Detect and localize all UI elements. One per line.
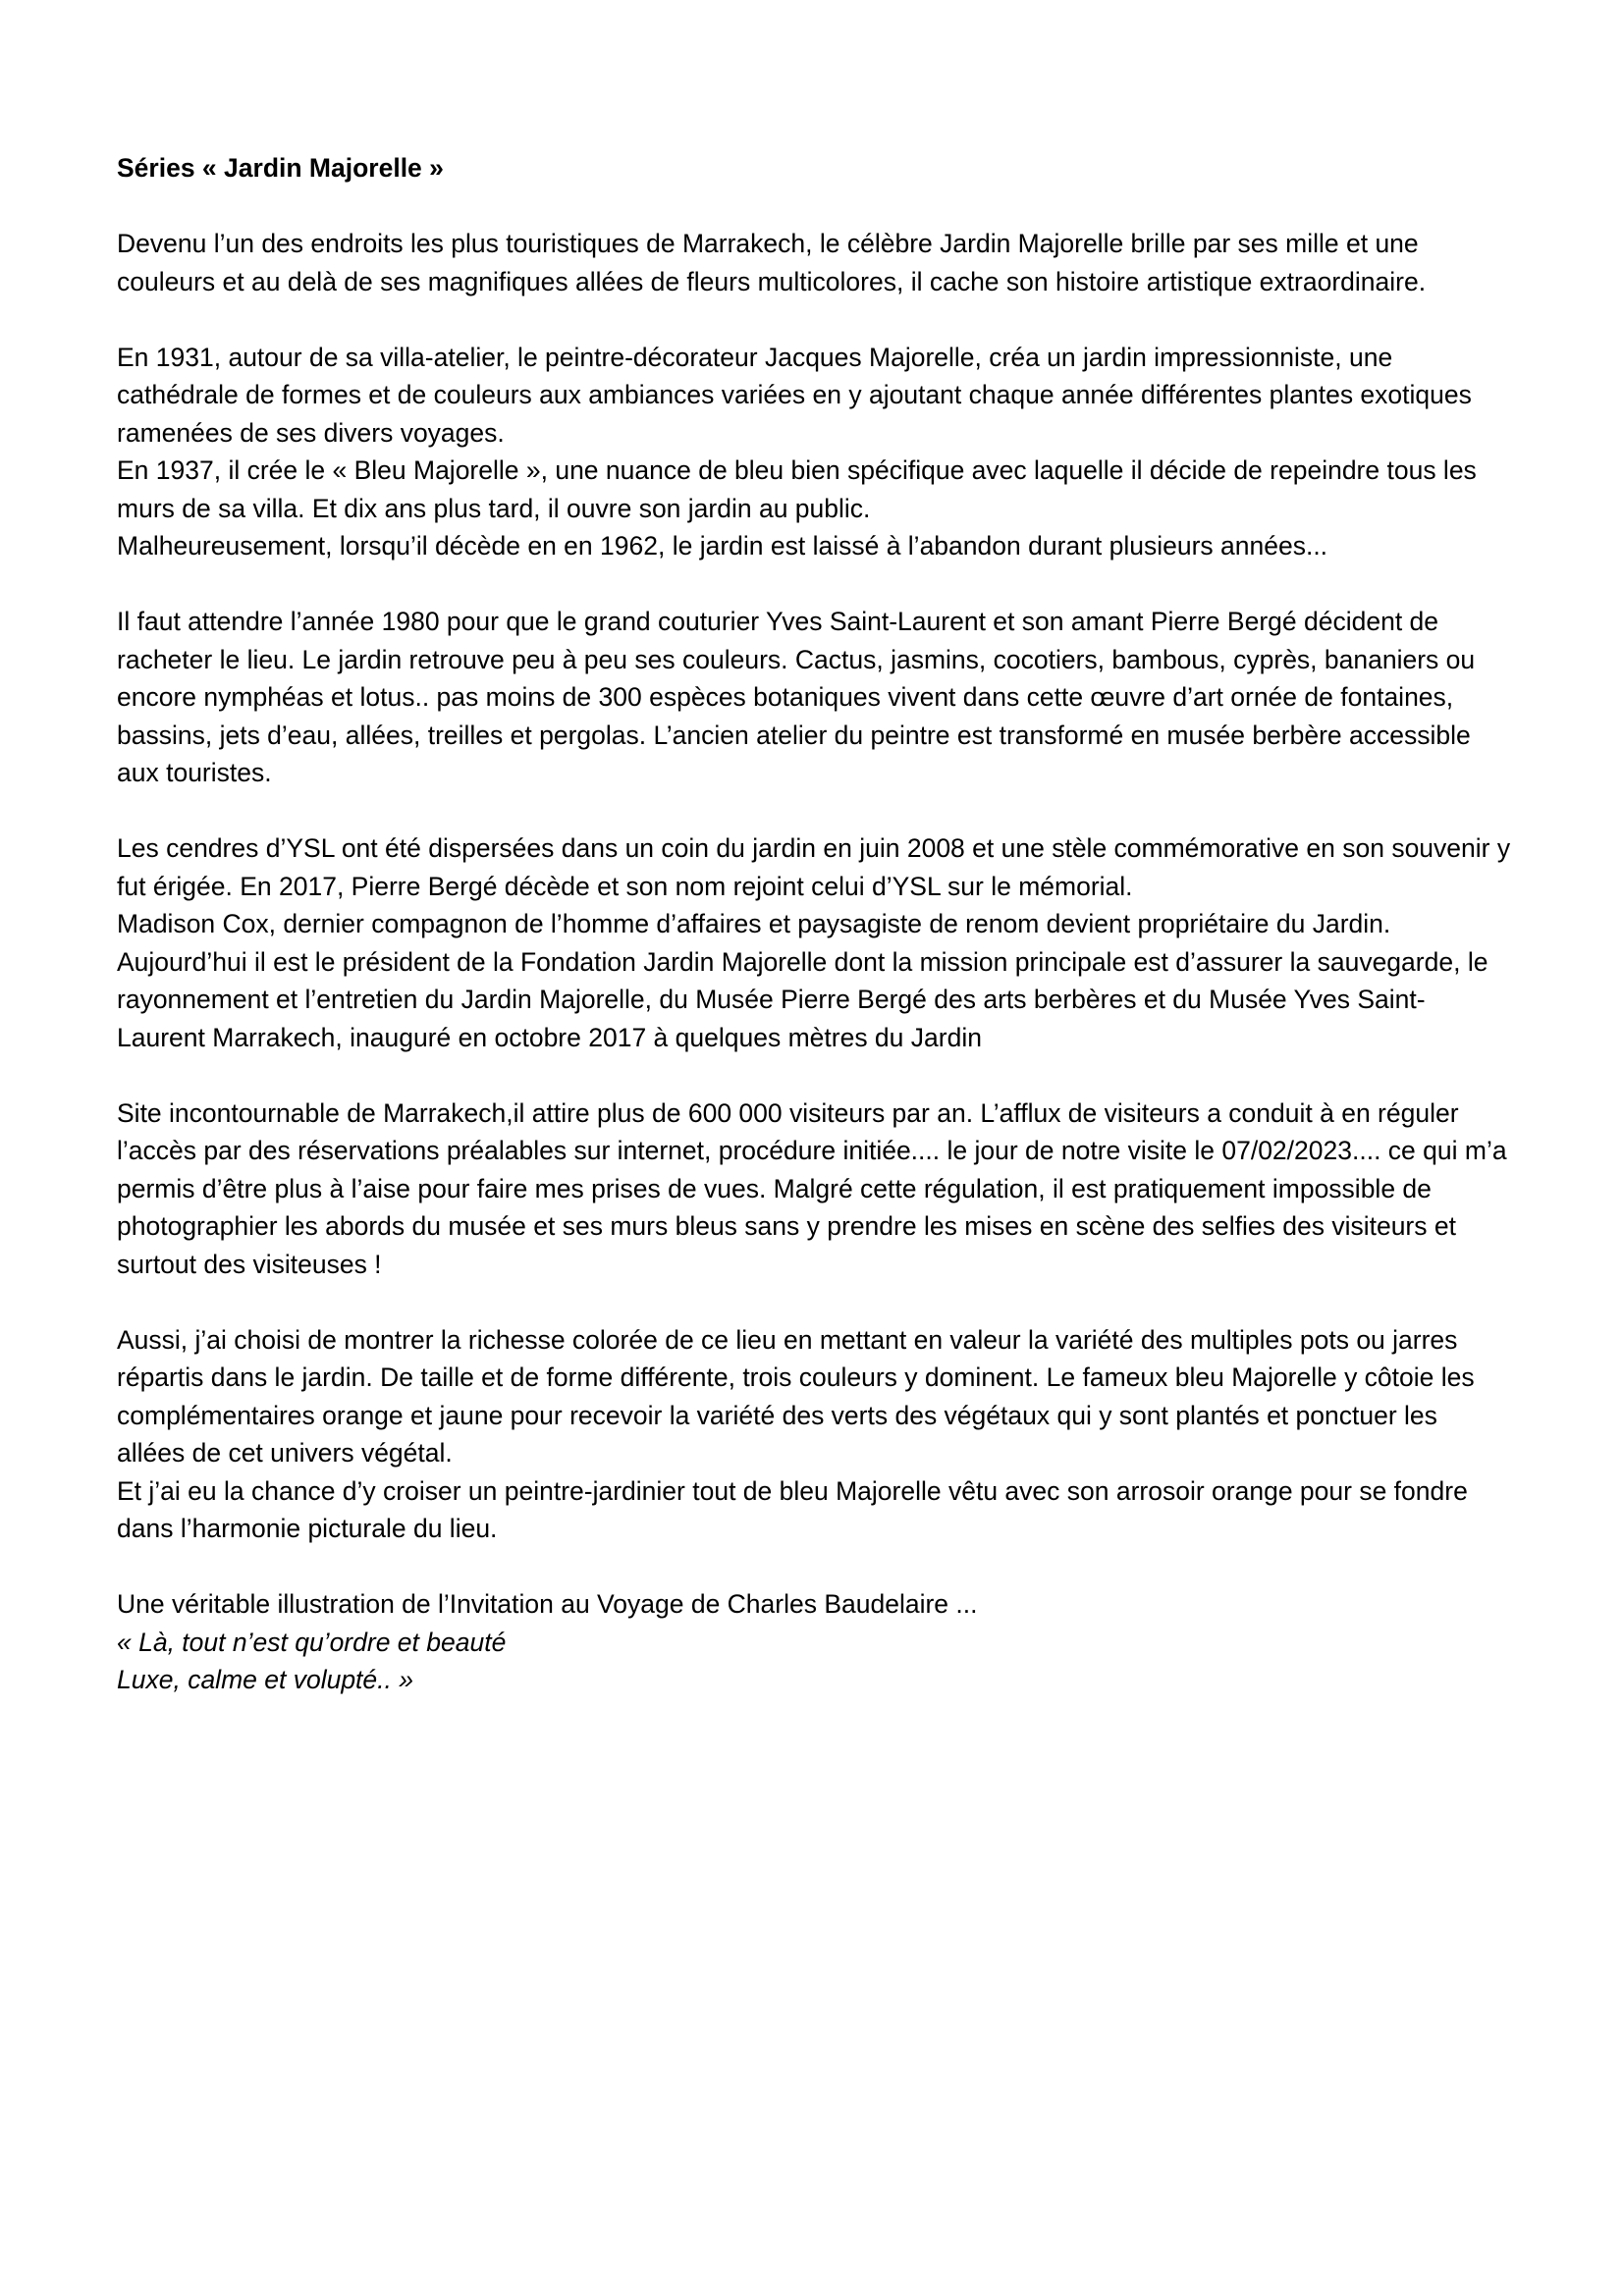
paragraph-baudelaire: Une véritable illustration de l’Invitation au Voyage de Charles Baudelaire ... — [117, 1589, 978, 1619]
document-title: Séries « Jardin Majorelle » — [117, 153, 444, 183]
paragraph-madison-cox: Madison Cox, dernier compagnon de l’homme d’affaires et paysagiste de renom devient propriétaire du Jardin. — [117, 909, 1391, 938]
paragraph-history-1931: En 1931, autour de sa villa-atelier, le peintre-décorateur Jacques Majorelle, créa un jardin impressionniste, une cathédrale de formes et de couleurs aux ambiances variées en y ajoutant chaque année différentes plantes exotiques ramenées de ses divers voyages. — [117, 342, 1472, 448]
quote-line-1: « Là, tout n’est qu’ordre et beauté — [117, 1627, 507, 1657]
paragraph-spacer — [117, 300, 1511, 339]
quote-line-2: Luxe, calme et volupté.. » — [117, 1665, 413, 1694]
paragraph-ysl-1980: Il faut attendre l’année 1980 pour que le grand couturier Yves Saint-Laurent et son amant Pierre Bergé décident de racheter le lieu. Le jardin retrouve peu à peu ses couleurs. Cactus, jasmins, cocotiers, bambous, cyprès, bananiers ou encore nymphéas et lotus.. pas moins de 300 espèces botaniques vivent dans cette œuvre d’art ornée de fontaines, bassins, jets d’eau, allées, treilles et pergolas. L’ancien atelier du peintre est transformé en musée berbère accessible aux touristes. — [117, 607, 1476, 787]
paragraph-spacer — [117, 1548, 1511, 1586]
paragraph-spacer — [117, 1283, 1511, 1321]
paragraph-spacer — [117, 792, 1511, 830]
paragraph-gardener: Et j’ai eu la chance d’y croiser un peintre-jardinier tout de bleu Majorelle vêtu avec son arrosoir orange pour se fondre dans l’harmonie picturale du lieu. — [117, 1475, 1468, 1543]
paragraph-visitors: Site incontournable de Marrakech,il attire plus de 600 000 visiteurs par an. L’afflux de visiteurs a conduit à en réguler l’accès par des réservations préalables sur internet, procédure initiée.... le jour de notre visite le 07/02/2023.... ce qui m’a permis d’être plus à l’aise pour faire mes prises de vues. Malgré cette régulation, il est pratiquement impossible de photographier les abords du musée et ses murs bleus sans y prendre les mises en scène des selfies des visiteurs et surtout des visiteuses ! — [117, 1097, 1507, 1279]
document-body — [117, 149, 1511, 1699]
paragraph-pots: Aussi, j’ai choisi de montrer la richesse colorée de ce lieu en mettant en valeur la variété des multiples pots ou jarres répartis dans le jardin. De taille et de forme différente, trois couleurs y dominent. Le fameux bleu Majorelle y côtoie les complémentaires orange et jaune pour recevoir la variété des verts des végétaux qui y sont plantés et ponctuer les allées de cet univers végétal. — [117, 1324, 1475, 1468]
paragraph-intro: Devenu l’un des endroits les plus touristiques de Marrakech, le célèbre Jardin Majorelle brille par ses mille et une couleurs et au delà de ses magnifiques allées de fleurs multicolores, il cache son histoire artistique extraordinaire. — [117, 229, 1427, 296]
paragraph-spacer — [117, 1056, 1511, 1095]
paragraph-spacer — [117, 565, 1511, 604]
paragraph-ysl-ashes: Les cendres d’YSL ont été dispersées dans un coin du jardin en juin 2008 et une stèle commémorative en son souvenir y fut érigée. En 2017, Pierre Bergé décède et son nom rejoint celui d’YSL sur le mémorial. — [117, 833, 1511, 901]
paragraph-fondation: Aujourd’hui il est le président de la Fondation Jardin Majorelle dont la mission principale est d’assurer la sauvegarde, le rayonnement et l’entretien du Jardin Majorelle, du Musée Pierre Bergé des arts berbères et du Musée Yves Saint-Laurent Marrakech, inauguré en octobre 2017 à quelques mètres du Jardin — [117, 946, 1488, 1052]
paragraph-history-1937: En 1937, il crée le « Bleu Majorelle », une nuance de bleu bien spécifique avec laquelle il décide de repeindre tous les murs de sa villa. Et dix ans plus tard, il ouvre son jardin au public. — [117, 455, 1477, 523]
paragraph-history-1962: Malheureusement, lorsqu’il décède en en 1962, le jardin est laissé à l’abandon durant plusieurs années... — [117, 531, 1328, 561]
